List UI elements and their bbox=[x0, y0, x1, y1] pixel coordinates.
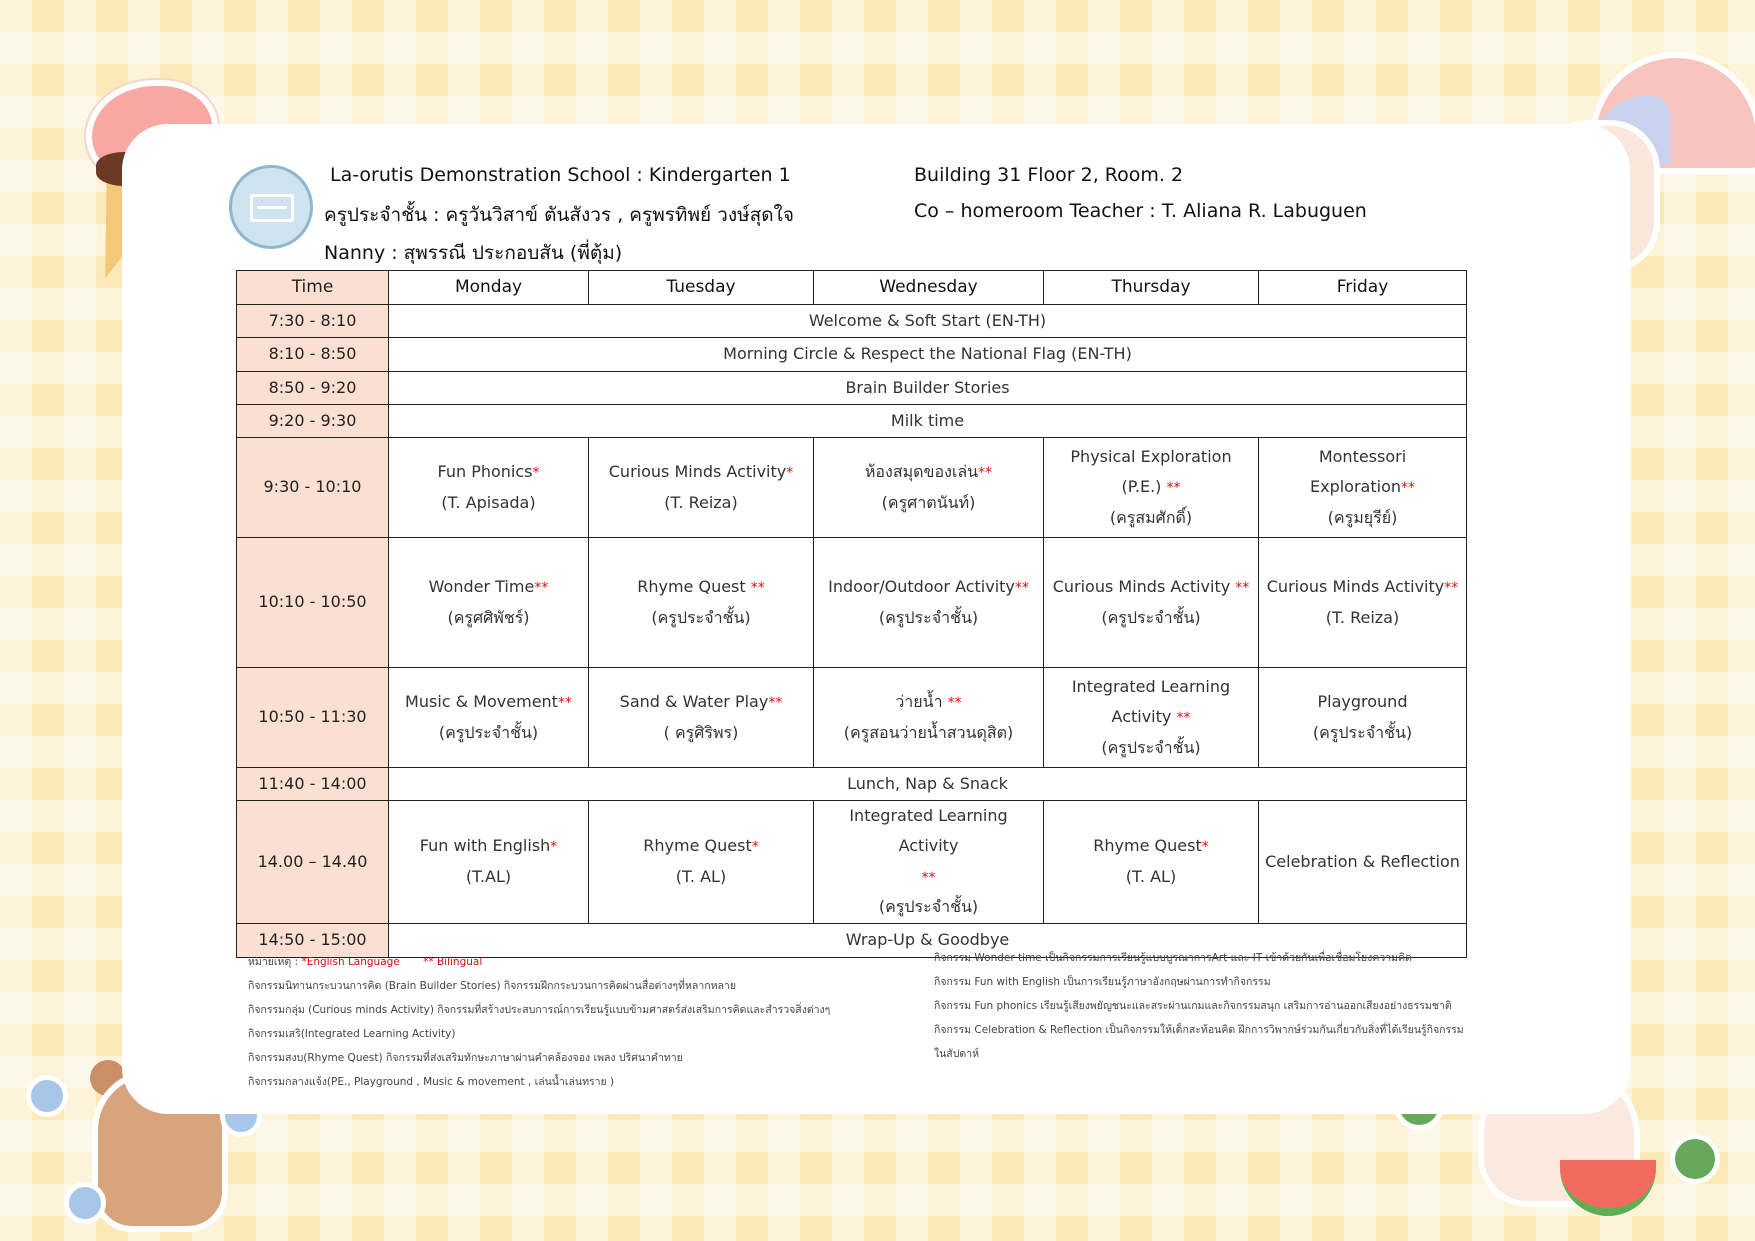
activity-title: Wonder Time bbox=[428, 577, 535, 597]
co-homeroom-teacher: Co – homeroom Teacher : T. Aliana R. Labuguen bbox=[914, 200, 1367, 222]
note-line: กิจกรรม Fun with English เป็นการเรียนรู้ภาษาอังกฤษผ่านการทำกิจกรรม bbox=[934, 976, 1271, 988]
activity-cell bbox=[389, 538, 589, 668]
activity-title: Integrated Learning bbox=[1071, 676, 1231, 696]
activity-teacher: (T. Apisada) bbox=[441, 492, 536, 512]
language-marker: ** bbox=[750, 580, 765, 597]
note-line: กิจกรรมกลางแจ้ง(PE., Playground , Music & movement , เล่นน้ำเล่นทราย ) bbox=[248, 1076, 615, 1088]
activity-title: Integrated Learning Activity bbox=[849, 806, 1008, 856]
legend-line bbox=[248, 950, 830, 974]
timetable bbox=[236, 270, 1467, 958]
activity-teacher: (ครูประจำชั้น) bbox=[1312, 722, 1413, 742]
header-wednesday: Wednesday bbox=[814, 271, 1044, 305]
all-day-activity: Wrap-Up & Goodbye bbox=[389, 923, 1467, 957]
activity-cell bbox=[814, 668, 1044, 768]
activity-teacher: (ครูประจำชั้น) bbox=[651, 607, 751, 627]
activity-teacher: (ครูสอนว่ายน้ำสวนดุสิต) bbox=[843, 722, 1014, 742]
time-cell: 14:50 - 15:00 bbox=[237, 923, 389, 957]
watermelon-icon bbox=[1560, 1160, 1656, 1216]
header-friday: Friday bbox=[1259, 271, 1467, 305]
activity-title: Sand & Water Play bbox=[619, 692, 769, 712]
note-line: ในสัปดาห์ bbox=[934, 1048, 980, 1060]
time-cell: 7:30 - 8:10 bbox=[237, 305, 389, 338]
time-cell: 10:10 - 10:50 bbox=[237, 538, 389, 668]
language-marker: ** bbox=[1176, 710, 1191, 727]
activity-cell bbox=[589, 668, 814, 768]
language-marker: * bbox=[532, 465, 540, 482]
activity-title: Rhyme Quest bbox=[637, 577, 751, 597]
nanny-name: Nanny : สุพรรณี ประกอบสัน (พี่ตุ้ม) bbox=[324, 242, 623, 264]
activity-title-2: Activity bbox=[1111, 707, 1177, 727]
language-marker: ** bbox=[1235, 580, 1250, 597]
header-thursday: Thursday bbox=[1044, 271, 1259, 305]
all-day-activity: Lunch, Nap & Snack bbox=[389, 768, 1467, 801]
legend-prefix: หมายเหตุ : bbox=[248, 956, 302, 968]
activity-teacher: (ครูประจำชั้น) bbox=[1101, 607, 1201, 627]
header-tuesday: Tuesday bbox=[589, 271, 814, 305]
activity-cell bbox=[1259, 538, 1467, 668]
language-marker: ** bbox=[1444, 580, 1459, 597]
language-marker: ** bbox=[1166, 480, 1181, 497]
note-line: กิจกรรมเสริ(Integrated Learning Activity) bbox=[248, 1028, 456, 1040]
activity-cell bbox=[814, 801, 1044, 924]
activity-teacher: (T. Reiza) bbox=[664, 492, 738, 512]
all-day-activity: Milk time bbox=[389, 405, 1467, 438]
note-line: กิจกรรมกลุ่ม (Curious minds Activity) กิจกรรมที่สร้างประสบการณ์การเรียนรู้แบบข้ามศาสตร์ส่งเสริมการคิดและสำรวจสิ่งต่างๆ bbox=[248, 1004, 831, 1016]
language-marker: ** bbox=[921, 869, 936, 886]
time-cell: 11:40 - 14:00 bbox=[237, 768, 389, 801]
clover-icon bbox=[1670, 1134, 1720, 1184]
language-marker: ** bbox=[947, 695, 962, 712]
activity-title: ว่ายน้ำ bbox=[895, 692, 948, 712]
header-monday: Monday bbox=[389, 271, 589, 305]
note-line: กิจกรรม Celebration & Reflection เป็นกิจกรรมให้เด็กสะท้อนคิด ฝึกการวิพากษ์ร่วมกันเกี่ยวกับสิ่งที่ได้เรียนรู้กิจกรรม bbox=[934, 1024, 1464, 1036]
time-cell: 14.00 – 14.40 bbox=[237, 801, 389, 924]
note-line: กิจกรรม Wonder time เป็นกิจกรรมการเรียนรู้แบบบูรณาการArt และ IT เข้าด้วยกันเพื่อเชื่อมโยงความคิด bbox=[934, 952, 1412, 964]
language-marker: ** bbox=[768, 695, 783, 712]
activity-teacher: (ครูศาตนันท์) bbox=[881, 492, 976, 512]
language-marker: ** bbox=[557, 695, 572, 712]
language-marker: * bbox=[1201, 839, 1209, 856]
note-line: กิจกรรมนิทานกระบวนการคิด (Brain Builder Stories) กิจกรรมฝึกกระบวนการคิดผ่านสื่อต่างๆที่หลากหลาย bbox=[248, 980, 736, 992]
activity-title: Playground bbox=[1317, 692, 1408, 712]
activity-cell bbox=[1044, 801, 1259, 924]
time-cell: 9:20 - 9:30 bbox=[237, 405, 389, 438]
activity-cell bbox=[1259, 668, 1467, 768]
activity-cell bbox=[1044, 438, 1259, 538]
building-room: Building 31 Floor 2, Room. 2 bbox=[914, 164, 1184, 186]
activity-cell bbox=[589, 438, 814, 538]
legend-bilingual: ** Bilingual bbox=[423, 956, 483, 968]
activity-cell bbox=[814, 438, 1044, 538]
language-marker: ** bbox=[1401, 480, 1415, 497]
notes-right bbox=[934, 946, 1464, 1066]
activity-title: Montessori bbox=[1318, 446, 1407, 466]
notes-left bbox=[248, 950, 830, 1094]
time-cell: 10:50 - 11:30 bbox=[237, 668, 389, 768]
activity-teacher: (ครูประจำชั้น) bbox=[878, 607, 979, 627]
activity-cell bbox=[589, 801, 814, 924]
activity-title-2: (P.E.) bbox=[1121, 477, 1167, 497]
activity-cell bbox=[589, 538, 814, 668]
activity-title: ห้องสมุดของเล่น bbox=[864, 462, 979, 482]
activity-teacher: (T. Reiza) bbox=[1325, 607, 1400, 627]
header-time: Time bbox=[237, 271, 389, 305]
activity-cell bbox=[1259, 801, 1467, 924]
activity-title: Fun with English bbox=[419, 836, 551, 856]
activity-title: Curious Minds Activity bbox=[608, 462, 787, 482]
time-cell: 8:50 - 9:20 bbox=[237, 372, 389, 405]
activity-title: Physical Exploration bbox=[1070, 446, 1232, 466]
activity-teacher: (ครูประจำชั้น) bbox=[878, 897, 979, 917]
activity-title: Indoor/Outdoor Activity bbox=[828, 577, 1015, 597]
activity-teacher: (ครูมยุรีย์) bbox=[1327, 507, 1398, 527]
activity-cell bbox=[1044, 538, 1259, 668]
time-cell: 9:30 - 10:10 bbox=[237, 438, 389, 538]
activity-title: Rhyme Quest bbox=[643, 836, 752, 856]
language-marker: * bbox=[550, 839, 558, 856]
language-marker: ** bbox=[978, 465, 993, 482]
activity-cell bbox=[814, 538, 1044, 668]
activity-cell bbox=[1259, 438, 1467, 538]
activity-title: Music & Movement bbox=[405, 692, 558, 712]
activity-title: Celebration & Reflection bbox=[1265, 851, 1460, 871]
activity-title-2: Exploration bbox=[1310, 477, 1401, 497]
activity-cell bbox=[389, 668, 589, 768]
language-marker: ** bbox=[1014, 580, 1029, 597]
language-marker: * bbox=[751, 839, 759, 856]
activity-cell bbox=[389, 438, 589, 538]
activity-teacher: (ครูศศิพัชร์) bbox=[447, 607, 530, 627]
homeroom-teachers: ครูประจำชั้น : ครูวันวิสาข์ ตันสังวร , ครูพรทิพย์ วงษ์สุดใจ bbox=[324, 204, 794, 226]
activity-teacher: (ครูประจำชั้น) bbox=[438, 722, 539, 742]
activity-title: Rhyme Quest bbox=[1093, 836, 1202, 856]
activity-teacher: (T. AL) bbox=[1125, 866, 1177, 886]
activity-title: Curious Minds Activity bbox=[1266, 577, 1445, 597]
flower-icon bbox=[26, 1075, 68, 1117]
legend-english: *English Language bbox=[301, 956, 400, 968]
activity-cell bbox=[1044, 668, 1259, 768]
school-title: La-orutis Demonstration School : Kindergarten 1 bbox=[330, 164, 791, 186]
all-day-activity: Morning Circle & Respect the National Flag (EN-TH) bbox=[389, 338, 1467, 372]
activity-teacher: (T. AL) bbox=[675, 866, 727, 886]
school-logo-icon bbox=[229, 165, 313, 249]
activity-teacher: (ครูสมศักดิ์) bbox=[1109, 507, 1193, 527]
all-day-activity: Brain Builder Stories bbox=[389, 372, 1467, 405]
activity-teacher: (ครูประจำชั้น) bbox=[1101, 737, 1201, 757]
language-marker: * bbox=[786, 465, 794, 482]
note-line: กิจกรรมสงบ(Rhyme Quest) กิจกรรมที่ส่งเสริมทักษะภาษาผ่านคำคล้องจอง เพลง ปริศนาคำทาย bbox=[248, 1052, 683, 1064]
activity-teacher: ( ครูศิริพร) bbox=[663, 722, 739, 742]
all-day-activity: Welcome & Soft Start (EN-TH) bbox=[389, 305, 1467, 338]
activity-title: Curious Minds Activity bbox=[1052, 577, 1236, 597]
activity-cell bbox=[389, 801, 589, 924]
flower-icon bbox=[64, 1182, 106, 1224]
language-marker: ** bbox=[534, 580, 549, 597]
activity-teacher: (T.AL) bbox=[465, 866, 512, 886]
activity-title: Fun Phonics bbox=[437, 462, 533, 482]
time-cell: 8:10 - 8:50 bbox=[237, 338, 389, 372]
note-line: กิจกรรม Fun phonics เรียนรู้เสียงพยัญชนะและสระผ่านเกมและกิจกรรมสนุก เสริมการอ่านออกเสียงอย่างธรรมชาติ bbox=[934, 1000, 1452, 1012]
